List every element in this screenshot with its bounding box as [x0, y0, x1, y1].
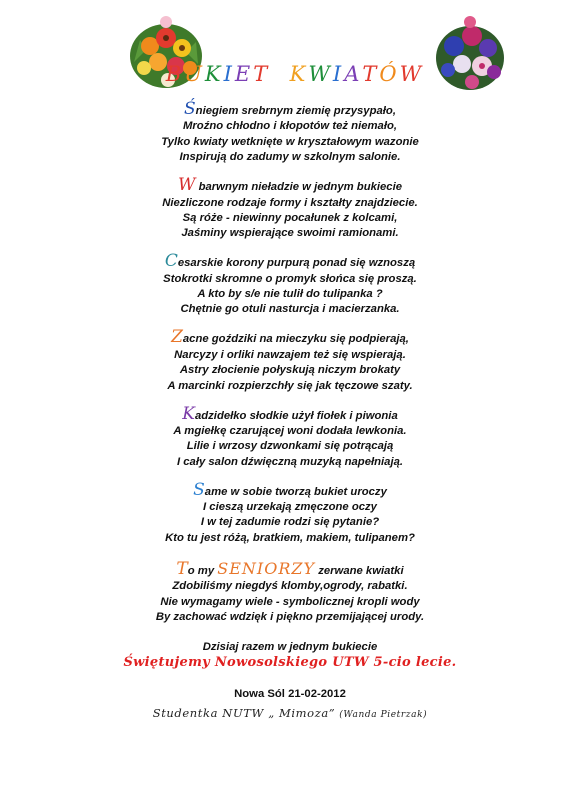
poem-line: Tylko kwiaty wetknięte w kryształowym wazonie	[161, 135, 419, 148]
date-place: Nowa Sól 21-02-2012	[234, 687, 346, 700]
poem-line: Inspirują do zadumy w szkolnym salonie.	[179, 151, 401, 164]
title-letter: B	[165, 62, 185, 86]
drop-initial: Z	[171, 327, 183, 348]
poem-line: Narcyzy i orliki nawzajem też się wspierają.	[174, 348, 406, 361]
poem-line: Mroźno chłodno i kłopotów też niemało,	[182, 120, 397, 133]
poem-line: Stokrotki skromne o promyk słońca się proszą.	[163, 272, 417, 285]
signature	[40, 706, 540, 723]
celebration-line: Świętujemy Nowosolskiego UTW 5-cio lecie.	[123, 655, 457, 671]
poem-line: I cały salon dźwięczną muzyką napełniają.	[176, 455, 404, 468]
title-letter: Ó	[379, 62, 400, 86]
poem-line: Nie wymagamy wiele - symbolicznej kropli wody	[160, 595, 420, 608]
line-text: ame w sobie tworzą bukiet uroczy	[204, 485, 387, 498]
stanza-4	[40, 327, 540, 394]
line-text: acne goździki na mieczyku się podpierają,	[182, 333, 409, 346]
line-text: o my	[187, 564, 218, 577]
title-letter: W	[399, 62, 425, 86]
title-letter: T	[362, 62, 380, 86]
poem-line	[40, 327, 540, 348]
title-letter: K	[289, 62, 309, 86]
drop-initial: T	[176, 558, 188, 579]
poem-title	[150, 62, 440, 86]
line-text: esarskie korony purpurą ponad się wznoszą	[177, 257, 416, 270]
poem-line	[40, 403, 540, 424]
title-letter: W	[308, 62, 333, 86]
poem-line	[40, 479, 540, 500]
poem-body	[40, 99, 540, 724]
title-letter: I	[332, 62, 345, 86]
poem-line: Niezliczone rodzaje formy i kształty znajdziecie.	[162, 196, 418, 209]
stanza-7	[40, 558, 540, 626]
poem-line: A kto by s/e nie tulił do tulipanka ?	[197, 288, 383, 301]
closing	[40, 640, 540, 724]
poem-line: Zdobiliśmy niegdyś klomby,ogrody, rabatki.	[172, 580, 408, 593]
title-letter: T	[253, 62, 271, 86]
title-letter: I	[223, 62, 235, 86]
signature-text: Studentka NUTW „ Mimoza”	[152, 706, 336, 721]
poem-line	[40, 558, 540, 579]
poem-line	[40, 99, 540, 119]
poem-line: Chętnie go otuli nasturcja i macierzanka.	[180, 303, 400, 316]
poem-line	[40, 251, 540, 272]
stanza-1	[40, 99, 540, 166]
line-text: niegiem srebrnym ziemię przysypało,	[195, 105, 396, 117]
seniorzy-highlight: SENIORZY	[217, 558, 316, 578]
poem-line: A marcinki rozpierzchły się jak tęczowe szaty.	[167, 379, 413, 392]
poem-line: Są róże - niewinny pocałunek z kolcami,	[182, 211, 398, 224]
poem-line: I cieszą urzekają zmęczone oczy	[203, 501, 377, 514]
stanza-2	[40, 175, 540, 242]
poem-line: By zachować wdzięk i piękno przemijającej urody.	[155, 610, 425, 623]
title-letter: E	[234, 62, 254, 86]
title-letter: K	[204, 62, 224, 86]
poem-line: A mgiełkę czarującej woni dodała lewkonia.	[173, 424, 407, 437]
drop-initial: K	[182, 403, 195, 424]
closing-line: Dzisiaj razem w jednym bukiecie	[202, 640, 378, 653]
line-text: zerwane kwiatki	[315, 564, 404, 577]
title-letter: U	[184, 62, 205, 86]
drop-initial: S	[193, 479, 205, 500]
stanza-5	[40, 403, 540, 471]
poem-line: Kto tu jest różą, bratkiem, makiem, tulipanem?	[165, 531, 415, 544]
stanza-3	[40, 251, 540, 318]
poem-line: Astry złocienie połyskują niczym brokaty	[179, 364, 401, 377]
poem-line: Lilie i wrzosy dzwonkami się potrącają	[186, 440, 394, 453]
line-text: adzidełko słodkie użył fiołek i piwonia	[194, 409, 398, 422]
stanza-6	[40, 479, 540, 547]
poem-line	[40, 175, 540, 196]
line-text: barwnym nieładzie w jednym bukiecie	[195, 181, 403, 194]
drop-initial: C	[164, 251, 178, 272]
poem-line: Jaśminy wspierające swoimi ramionami.	[181, 227, 399, 240]
title-letter	[270, 62, 289, 86]
drop-initial: W	[177, 175, 196, 196]
author-name: (Wanda Pietrzak)	[339, 710, 428, 721]
drop-initial: Ś	[184, 99, 196, 119]
flower-bouquet-right-icon	[432, 12, 508, 96]
title-letter: A	[344, 62, 363, 86]
poem-line: I w tej zadumie rodzi się pytanie?	[200, 516, 380, 529]
